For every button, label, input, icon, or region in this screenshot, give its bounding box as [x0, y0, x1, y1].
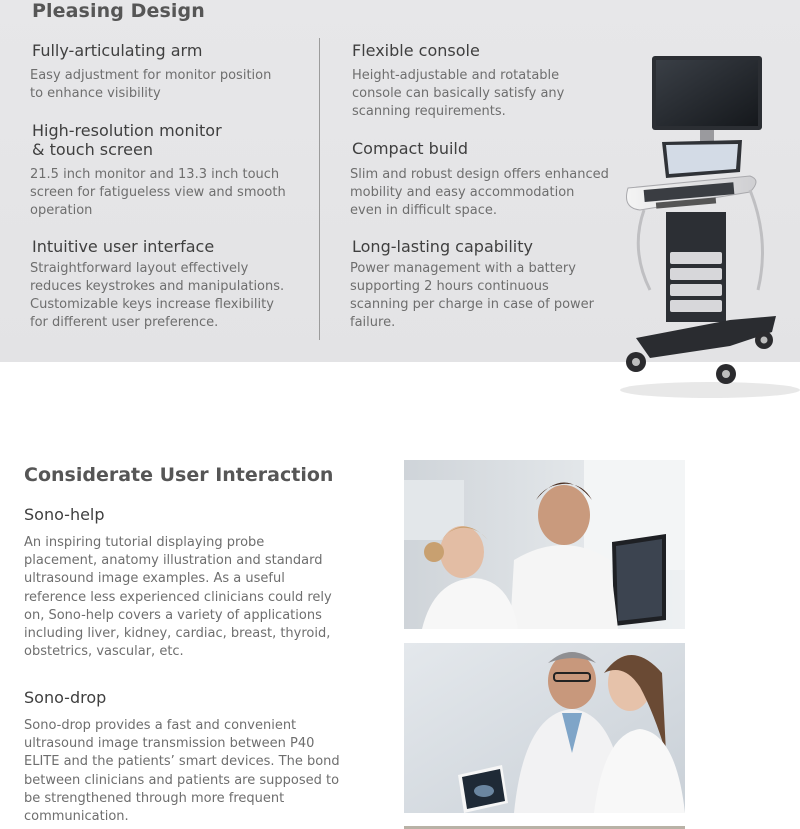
feature-desc-arm — [30, 67, 271, 103]
title-line: & touch screen — [32, 140, 153, 159]
text-line: Slim and robust design offers enhanced — [350, 167, 609, 182]
feature-desc-battery — [350, 260, 594, 332]
text-line: Power management with a battery — [350, 261, 576, 276]
text-line: screen for fatigueless view and smooth — [30, 185, 286, 200]
feature-desc-compact — [350, 166, 609, 220]
text-line: Easy adjustment for monitor position — [30, 68, 272, 83]
text-line: operation — [30, 203, 93, 218]
feature-title-battery: Long-lasting capability — [352, 237, 533, 256]
sono-drop-desc — [24, 717, 354, 826]
clinicians-monitor-photo — [404, 460, 685, 629]
text-line: failure. — [350, 315, 396, 330]
sono-drop-title: Sono-drop — [24, 688, 107, 707]
feature-desc-monitor — [30, 166, 286, 220]
feature-title-ui: Intuitive user interface — [32, 237, 215, 256]
feature-desc-ui — [30, 260, 284, 332]
text-line: supporting 2 hours continuous — [350, 279, 549, 294]
column-divider — [319, 38, 320, 340]
text-line: scanning per charge in case of power — [350, 297, 595, 312]
feature-title-monitor — [32, 121, 222, 159]
text-line: placement, anatomy illustration and standard — [24, 553, 323, 569]
text-line: ultrasound image examples. As a useful — [24, 571, 285, 587]
text-line: ELITE and the patients’ smart devices. The bond — [24, 754, 340, 770]
section-title: Considerate User Interaction — [24, 464, 334, 486]
title-line: High-resolution monitor — [32, 121, 222, 140]
text-line: Sono-drop provides a fast and convenient — [24, 718, 297, 733]
text-line: mobility and easy accommodation — [350, 185, 575, 200]
text-line: Customizable keys increase flexibility — [30, 297, 274, 312]
text-line: on, Sono-help covers a variety of applications — [24, 607, 322, 623]
feature-title-console: Flexible console — [352, 41, 480, 60]
text-line: Height-adjustable and rotatable — [352, 68, 560, 83]
text-line: reduces keystrokes and manipulations. — [30, 279, 285, 294]
text-line: An inspiring tutorial displaying probe — [24, 535, 265, 550]
feature-title-arm: Fully-articulating arm — [32, 41, 203, 60]
feature-desc-console — [352, 67, 564, 121]
text-line: between clinicians and patients are supposed to — [24, 772, 340, 788]
text-line: including liver, kidney, cardiac, breast, thyroid, — [24, 626, 331, 642]
feature-title-compact: Compact build — [352, 139, 469, 158]
text-line: scanning requirements. — [352, 104, 506, 119]
text-line: even in difficult space. — [350, 203, 497, 218]
text-line: console can basically satisfy any — [352, 86, 565, 101]
text-line: for different user preference. — [30, 315, 219, 330]
text-line: Straightforward layout effectively — [30, 261, 249, 276]
ultrasound-machine-image — [600, 40, 800, 400]
text-line: communication. — [24, 809, 129, 825]
text-line: ultrasound image transmission between P40 — [24, 736, 315, 752]
sono-help-title: Sono-help — [24, 505, 105, 524]
text-line: reference less experienced clinicians could rely — [24, 589, 332, 605]
text-line: to enhance visibility — [30, 86, 161, 101]
clinicians-tablet-photo — [404, 643, 685, 813]
section-title: Pleasing Design — [32, 0, 205, 22]
text-line: obstetrics, vascular, etc. — [24, 644, 184, 660]
text-line: 21.5 inch monitor and 13.3 inch touch — [30, 167, 280, 182]
text-line: be strengthened through more frequent — [24, 790, 285, 806]
sono-help-desc — [24, 534, 354, 661]
